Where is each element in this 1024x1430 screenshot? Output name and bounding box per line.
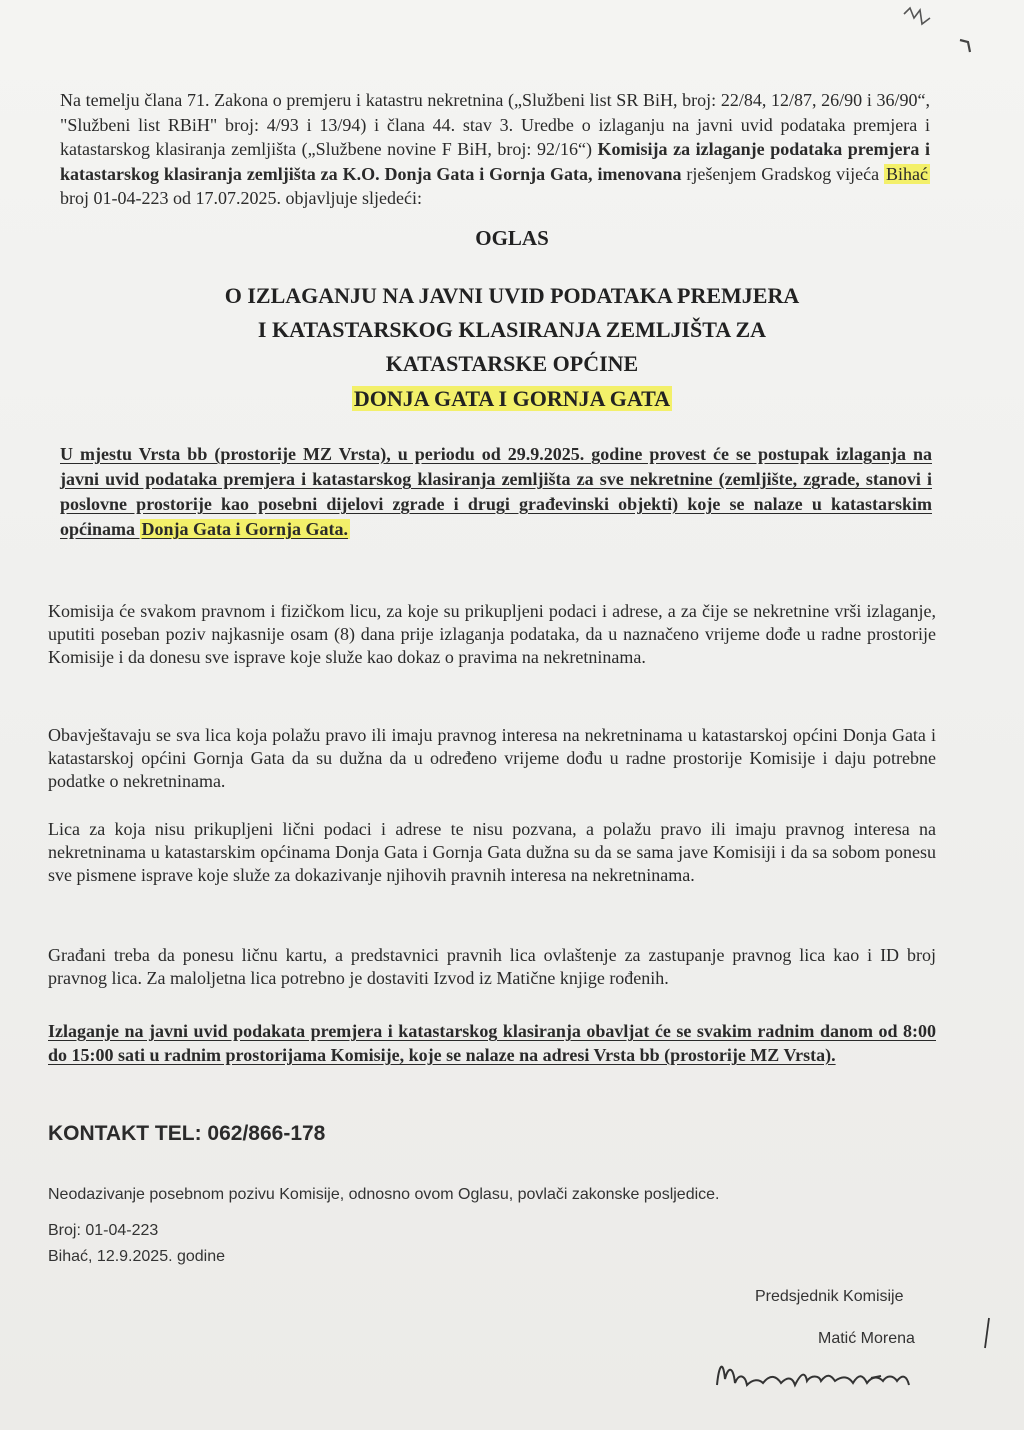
notice-text: U mjestu Vrsta bb (prostorije MZ Vrsta), u periodu od 29.9.2025. godine provest će se postupak izlaganja na javni uvid podataka premjera i katastarskog klasiranja zemljišta za sve nekretnine (zemljište, zgrade, stanovi i poslovne prostorije kao posebni dijelovi zgrade i drugi građevinski objekti) koje se nalaze u katastarskim općinama [60, 444, 932, 539]
handwritten-signature [705, 1018, 1005, 1430]
paragraph-invitation: Komisija će svakom pravnom i fizičkom licu, za koje su prikupljeni podaci i adrese, a za čije se nekretnine vrši izlaganje, uputiti poseban poziv najkasnije osam (8) dana prije izlaganja podataka, da u naznačeno vrijeme dođe u radne prostorije Komisije i da donesu sve isprave koje služe kao dokaz o pravima na nekretninama. [48, 601, 936, 667]
notice-title-line1: O IZLAGANJU NA JAVNI UVID PODATAKA PREMJERA [224, 283, 800, 308]
notice-heading: OGLAS [475, 226, 549, 250]
notice-title-line2: I KATASTARSKOG KLASIRANJA ZEMLJIŠTA ZA [257, 317, 767, 342]
intro-text-3: broj 01-04-223 od 17.07.2025. objavljuje sljedeći: [60, 188, 422, 208]
legal-warning: Neodazivanje posebnom pozivu Komisije, odnosno ovom Oglasu, povlači zakonske posljedice. [48, 1186, 720, 1203]
paragraph-unregistered: Lica za koja nisu prikupljeni lični podaci i adrese te nisu pozvana, a polažu pravo ili imaju pravnog interesa na nekretninama u katastarskim općinama Donja Gata i Gornja Gata dužna su da se sama jave Komisiji i da sa sobom ponesu sve pismene isprave koje služe za dokazivanje njihovih pravnih interesa na nekretninama. [48, 819, 936, 885]
notice-title-line4 [0, 386, 1024, 412]
commission-name: Komisija za izlaganje podataka premjera i katastarskog klasiranja zemljišta za K.O. Donja Gata i Gornja Gata, imenovana [60, 139, 930, 184]
paragraph-obligation: Obavještavaju se sva lica koja polažu pravo ili imaju pravnog interesa na nekretninama u katastarskoj općini Donja Gata i katastarskoj općini Gornja Gata da su dužna da u određeno vrijeme dođu u radne prostorije Komisije i daju potrebne podatke o nekretninama. [48, 725, 936, 791]
schedule-statement: Izlaganje na javni uvid podakata premjera i katastarskog klasiranja obavljat će se svakim radnim danom od 8:00 do 15:00 sati u radnim prostorijama Komisije, koje se nalaze na adresi Vrsta bb (prostorije MZ Vrsta). [48, 1021, 936, 1065]
paragraph-documents: Građani treba da ponesu ličnu kartu, a predstavnici pravnih lica ovlaštenje za zastupanje pravnog lica kao i ID broj pravnog lica. Za maloljetna lica potrebno je dostaviti Izvod iz Matične knjige rođenih. [48, 945, 936, 988]
intro-text-2: rješenjem Gradskog vijeća [681, 163, 884, 184]
notice-statement [60, 442, 932, 542]
intro-paragraph [60, 88, 930, 211]
notice-highlight: Donja Gata i Gornja Gata. [141, 519, 349, 539]
contact-phone: KONTAKT TEL: 062/866-178 [48, 1122, 326, 1145]
signatory-name: Matić Morena [818, 1330, 915, 1347]
notice-title-line3: KATASTARSKE OPĆINE [385, 351, 639, 376]
issue-date: Bihać, 12.9.2025. godine [48, 1248, 226, 1265]
handwritten-mark [890, 0, 1000, 60]
signatory-role: Predsjednik Komisije [755, 1288, 904, 1305]
municipality-highlight: DONJA GATA I GORNJA GATA [353, 386, 671, 411]
intro-text-1: Na temelju člana 71. Zakona o premjeru i katastru nekretnina („Službeni list SR BiH, broj: 22/84, 12/87, 26/90 i 36/90“, "Službeni list RBiH" broj: 4/93 i 13/94) i člana 44. stav 3. Uredbe o izlaganju na javni uvid podataka premjera i katastarskog klasiranja zemljišta („Službene novine F BiH, broj: 92/16“) [60, 90, 930, 159]
reference-number: Broj: 01-04-223 [48, 1222, 159, 1239]
city-highlight: Bihać [886, 163, 928, 184]
